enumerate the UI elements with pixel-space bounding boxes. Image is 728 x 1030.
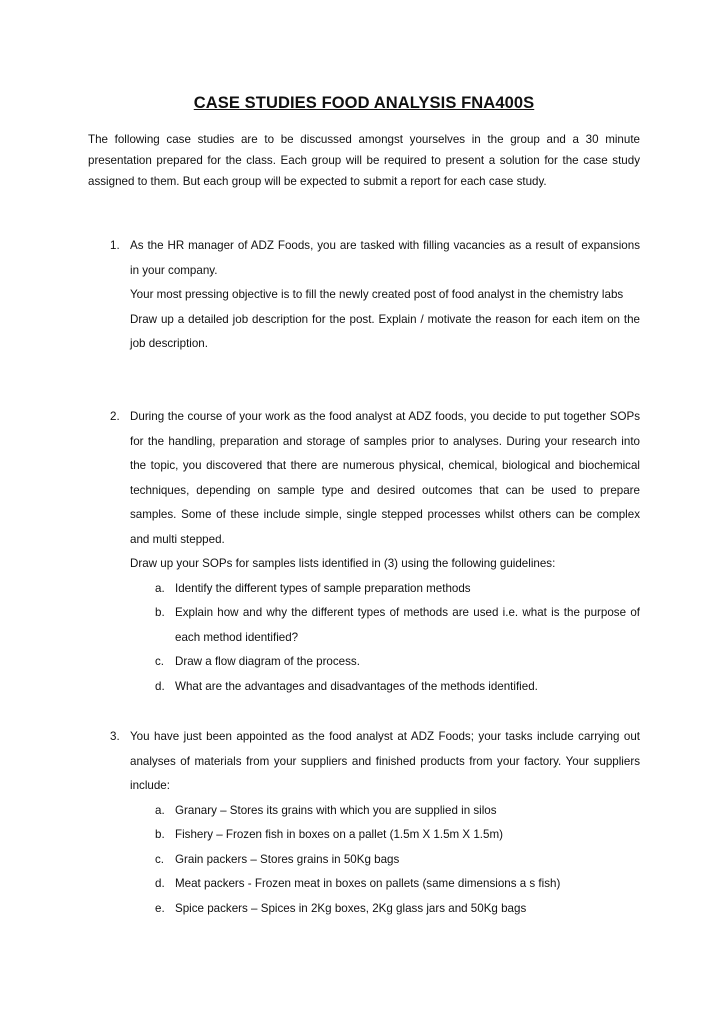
- sub-item-letter: b.: [155, 606, 165, 619]
- sub-item-text: Grain packers – Stores grains in 50Kg bags: [175, 852, 400, 866]
- case-paragraph: You have just been appointed as the food analyst at ADZ Foods; your tasks include carrying out analyses of materials from your suppliers and finished products from your factory. Your suppliers include:: [130, 730, 640, 792]
- sub-item-letter: c.: [155, 852, 165, 866]
- sub-item: [155, 601, 640, 650]
- document-title: CASE STUDIES FOOD ANALYSIS FNA400S: [193, 94, 535, 112]
- case-body: [130, 405, 640, 699]
- sub-item: [155, 823, 640, 848]
- sub-item-letter: a.: [155, 581, 165, 595]
- sub-item-text: Granary – Stores its grains with which you are supplied in silos: [175, 803, 497, 817]
- sub-item: [155, 872, 640, 897]
- intro-paragraph: The following case studies are to be discussed amongst yourselves in the group and a 30 minute presentation prepared for the class. Each group will be required to present a solution for the case study assigned to them. But each group will be expected to submit a report for each case study.: [88, 133, 640, 188]
- sub-item-text: What are the advantages and disadvantages of the methods identified.: [175, 679, 538, 693]
- sub-item-text: Draw a flow diagram of the process.: [175, 655, 360, 668]
- sub-item-text: Meat packers - Frozen meat in boxes on pallets (same dimensions a s fish): [175, 877, 561, 890]
- sub-item-text: Spice packers – Spices in 2Kg boxes, 2Kg glass jars and 50Kg bags: [175, 901, 527, 915]
- sub-item-letter: c.: [155, 655, 165, 668]
- case-number: 1.: [110, 239, 120, 252]
- case-number: 2.: [110, 410, 120, 423]
- sub-item: [155, 897, 640, 922]
- case-body: [130, 725, 640, 921]
- sub-item-letter: a.: [155, 803, 165, 817]
- sub-item-text: Fishery – Frozen fish in boxes on a pallet (1.5m X 1.5m X 1.5m): [175, 828, 503, 841]
- sub-item-text: Identify the different types of sample preparation methods: [175, 581, 471, 595]
- sub-item: [155, 577, 640, 602]
- case-paragraph: Draw up your SOPs for samples lists identified in (3) using the following guidelines:: [130, 557, 556, 570]
- sub-item-letter: d.: [155, 679, 165, 693]
- sub-item: [155, 848, 640, 873]
- sub-item: [155, 650, 640, 675]
- sub-item-text: Explain how and why the different types of methods are used i.e. what is the purpose of each method identified?: [175, 606, 640, 644]
- case-study-2: [88, 405, 640, 699]
- case-number: 3.: [110, 730, 120, 743]
- sub-item-letter: d.: [155, 877, 165, 890]
- sub-item: [155, 799, 640, 824]
- case-paragraph: Your most pressing objective is to fill the newly created post of food analyst in the chemistry labs: [130, 288, 624, 301]
- case-paragraph: Draw up a detailed job description for the post. Explain / motivate the reason for each item on the job description.: [130, 312, 640, 350]
- sub-item-letter: b.: [155, 828, 165, 841]
- case-paragraph: As the HR manager of ADZ Foods, you are tasked with filling vacancies as a result of expansions in your company.: [130, 239, 640, 277]
- case-study-1: [88, 234, 640, 357]
- case-body: [130, 234, 640, 357]
- sub-item: [155, 675, 640, 700]
- case-paragraph: During the course of your work as the food analyst at ADZ foods, you decide to put together SOPs for the handling, preparation and storage of samples prior to analyses. During your research into the topic, you discovered that there are numerous physical, chemical, biological and biochemical techniques, depending on sample type and desired outcomes that can be used to prepare samples. Some of these include simple, single stepped processes whilst others can be complex and multi stepped.: [130, 410, 640, 546]
- sub-item-letter: e.: [155, 901, 165, 915]
- case-study-3: [88, 725, 640, 921]
